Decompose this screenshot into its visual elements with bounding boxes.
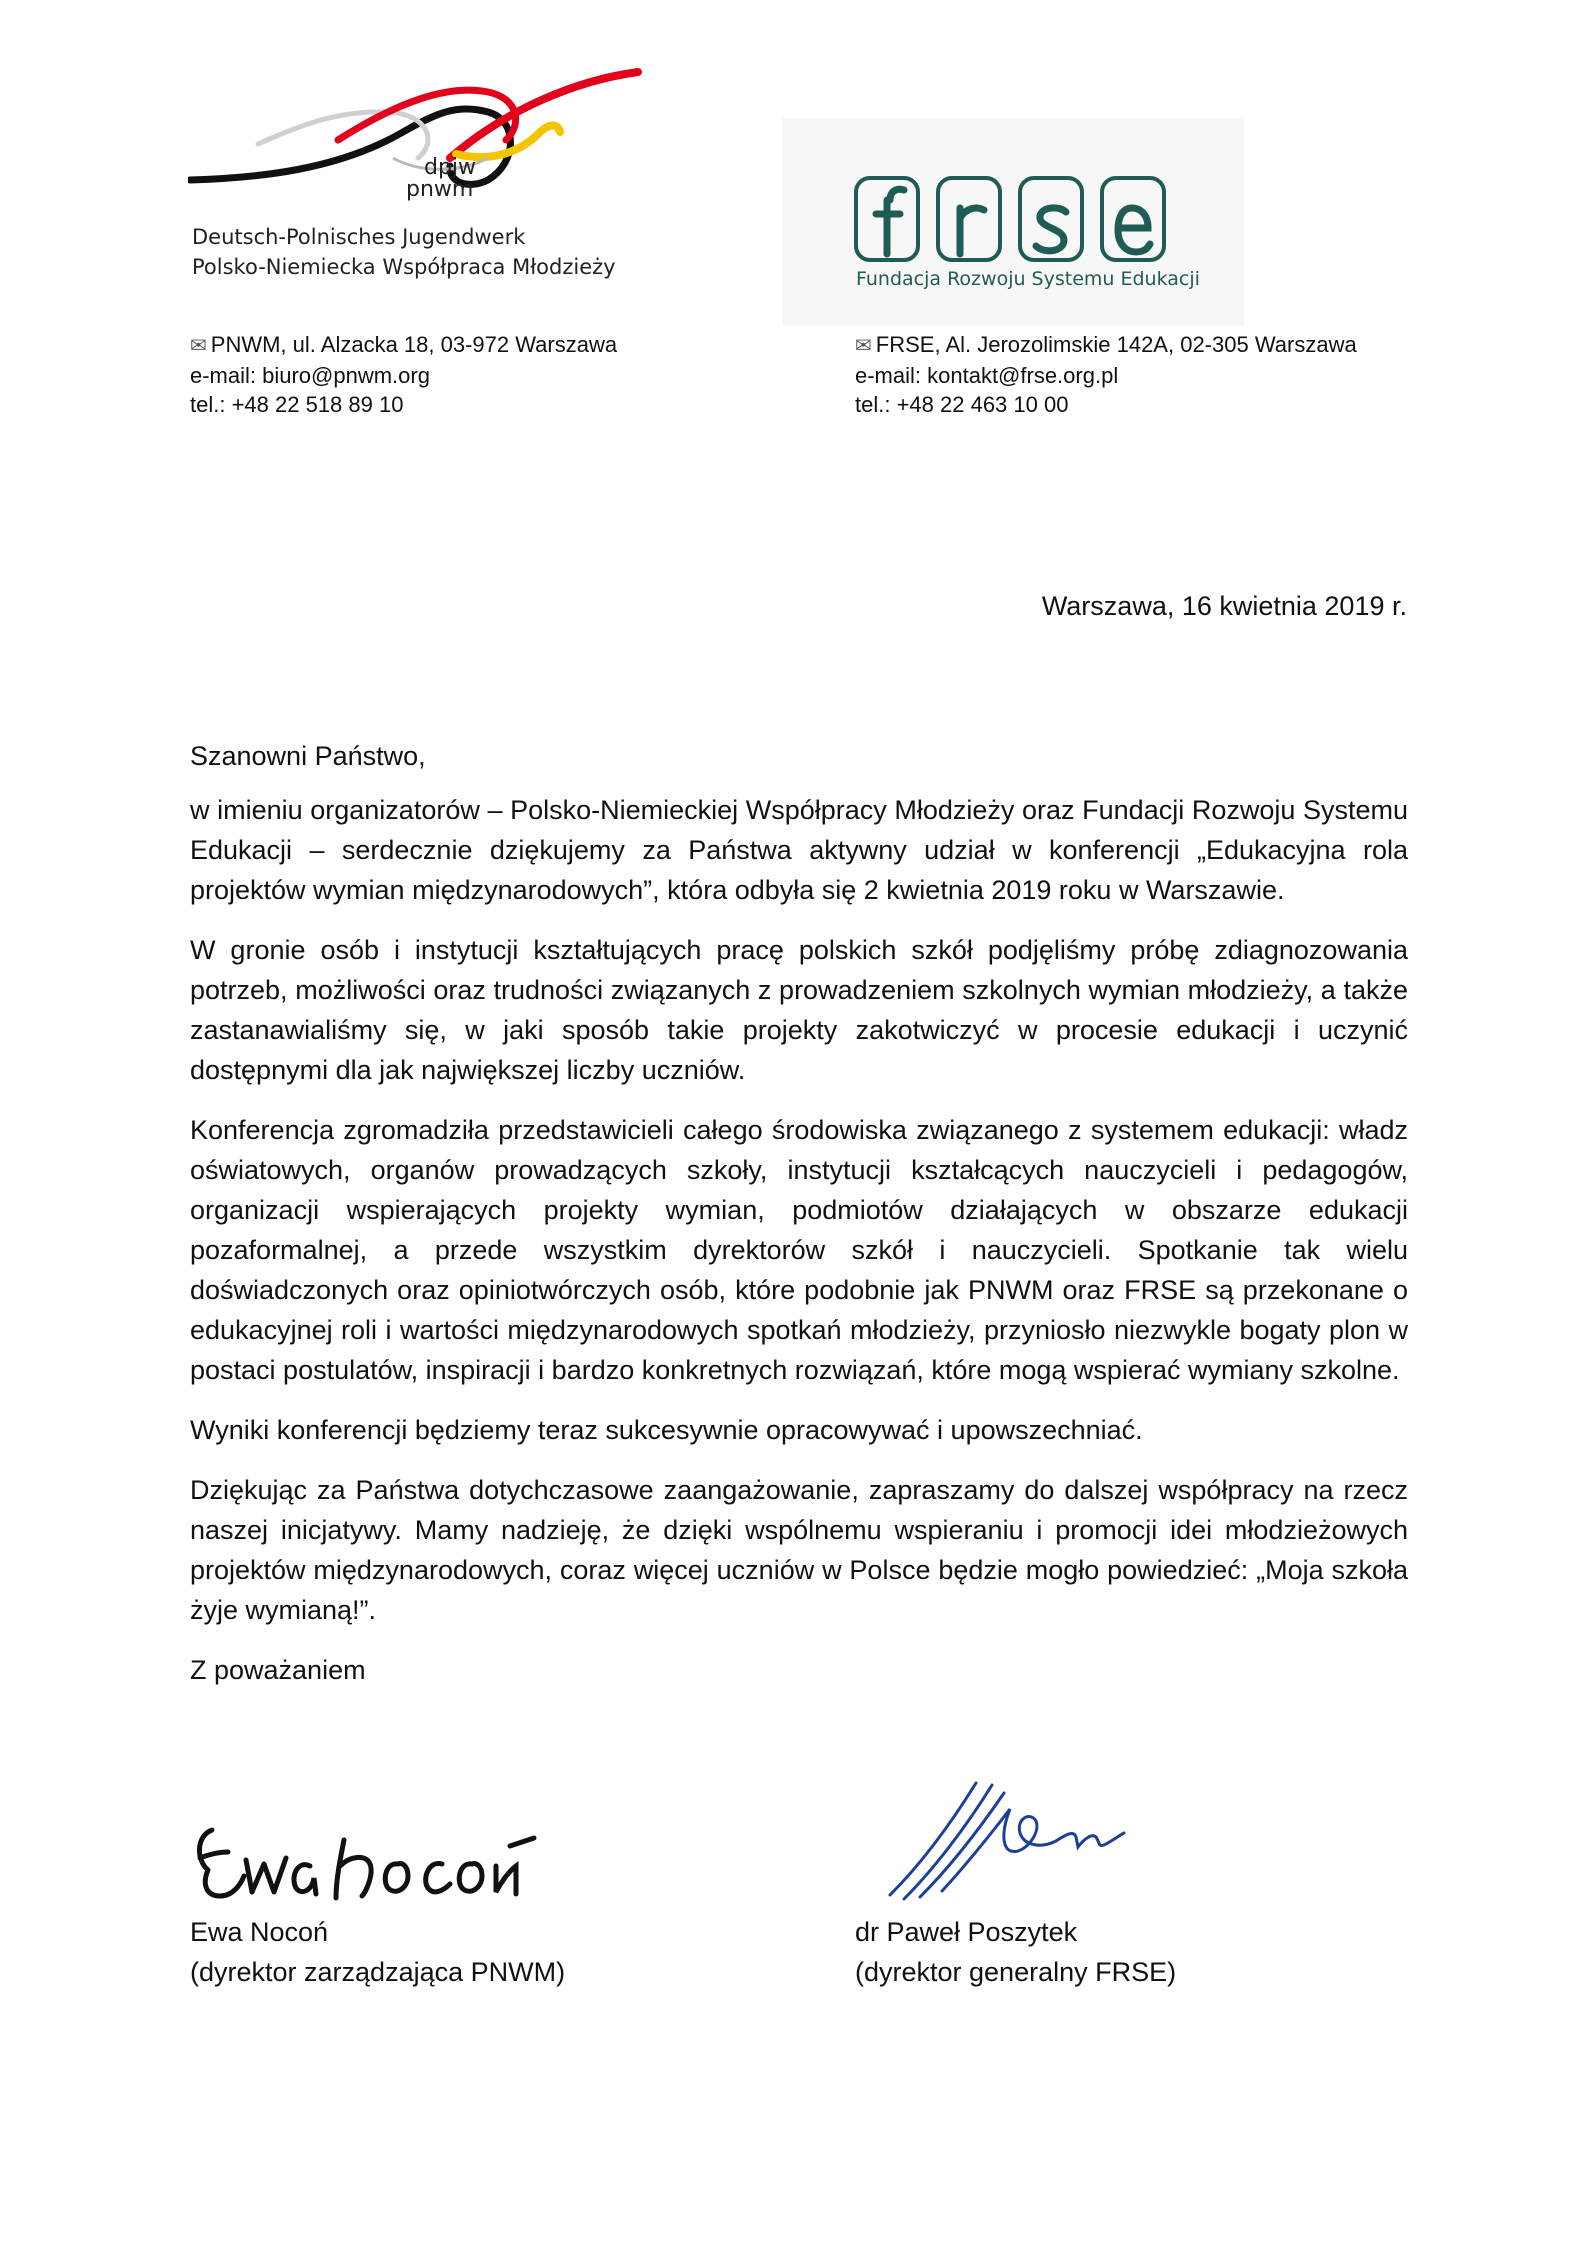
- letter-closing: Z poważaniem: [190, 1655, 366, 1685]
- contact-pnwm-address-line: [190, 330, 670, 361]
- letter-paragraph: W gronie osób i instytucji kształtujących pracę polskich szkół podjęliśmy próbę zdiagnozowania potrzeb, możliwości oraz trudności związanych z prowadzeniem szkolnych wymian młodzieży, a także zastanawialiśmy się, w jaki sposób takie projekty zakotwiczyć w procesie edukacji i uczynić dostępnymi dla jak największej liczby uczniów.: [190, 935, 1408, 1085]
- contact-frse-address-line: [855, 330, 1415, 361]
- letter-paragraph: Konferencja zgromadziła przedstawicieli całego środowiska związanego z systemem edukacji: władz oświatowych, organów prowadzących szkoły, instytucji kształcących nauczycieli i pedagogów, organizacji wspierających projekty wymian, podmiotów działających w obszarze edukacji pozaformalnej, a przede wszystkim dyrektorów szkół i nauczycieli. Spotkanie tak wielu doświadczonych oraz opiniotwórczych osób, które podobnie jak PNWM oraz FRSE są przekonane o edukacyjnej roli i wartości międzynarodowych spotkań młodzieży, przyniosło niezwykle bogaty plon w postaci postulatów, inspiracji i bardzo konkretnych rozwiązań, które mogą wspierać wymiany szkolne.: [190, 1115, 1408, 1385]
- letter-paragraph: w imieniu organizatorów – Polsko-Niemieckiej Współpracy Młodzieży oraz Fundacji Rozwoju Systemu Edukacji – serdecznie dziękujemy za Państwa aktywny udział w konferencji „Edukacyjna rola projektów wymian międzynarodowych”, która odbyła się 2 kwietnia 2019 roku w Warszawie.: [190, 795, 1408, 905]
- pnwm-monogram-bottom: pnwm: [406, 177, 474, 202]
- contact-pnwm-phone: tel.: +48 22 518 89 10: [190, 392, 404, 417]
- pnwm-monogram-top: dpjw: [424, 155, 477, 180]
- letter-paragraph: Dziękując za Państwa dotychczasowe zaangażowanie, zapraszamy do dalszej współpracy na rzecz naszej inicjatywy. Mamy nadzieję, że dzięki wspólnemu wspieraniu i promocji idei młodzieżowych projektów międzynarodowych, coraz więcej uczniów w Polsce będzie mogło powiedzieć: „Moja szkoła żyje wymianą!”.: [190, 1475, 1408, 1625]
- signer-right-role: (dyrektor generalny FRSE): [855, 1957, 1177, 1987]
- frse-letters-graphic: [854, 170, 1174, 266]
- signature-left-image: [190, 1800, 550, 1910]
- pnwm-name-pl: Polsko-Niemiecka Współpraca Młodzieży: [192, 255, 616, 279]
- signature-right-image: [880, 1775, 1200, 1905]
- frse-logo: [782, 118, 1244, 326]
- pnwm-name-de: Deutsch-Polnisches Jugendwerk: [192, 225, 526, 249]
- contact-frse-address: FRSE, Al. Jerozolimskie 142A, 02-305 Warszawa: [875, 332, 1357, 357]
- envelope-icon: ✉: [855, 335, 872, 357]
- signer-right: [855, 1912, 1176, 1992]
- contact-frse-phone: tel.: +48 22 463 10 00: [855, 392, 1069, 417]
- letter-body: [190, 790, 1408, 1710]
- signer-right-name: dr Paweł Poszytek: [855, 1917, 1078, 1947]
- signer-left-role: (dyrektor zarządzająca PNWM): [190, 1957, 566, 1987]
- contact-pnwm-address: PNWM, ul. Alzacka 18, 03-972 Warszawa: [210, 332, 618, 357]
- letter-salutation: Szanowni Państwo,: [190, 741, 426, 771]
- pnwm-swoosh-graphic: [188, 62, 648, 192]
- envelope-icon: ✉: [190, 335, 207, 357]
- signer-left: [190, 1912, 565, 1992]
- contact-frse-email: e-mail: kontakt@frse.org.pl: [855, 363, 1119, 388]
- contact-pnwm-email: e-mail: biuro@pnwm.org: [190, 363, 430, 388]
- pnwm-logo: [188, 62, 648, 288]
- contact-pnwm: [190, 330, 670, 419]
- frse-subtitle: Fundacja Rozwoju Systemu Edukacji: [856, 268, 1200, 290]
- letter-date: Warszawa, 16 kwietnia 2019 r.: [1041, 591, 1407, 621]
- signer-left-name: Ewa Nocoń: [190, 1917, 329, 1947]
- letter-paragraph: Wyniki konferencji będziemy teraz sukcesywnie opracowywać i upowszechniać.: [190, 1415, 1143, 1445]
- contact-frse: [855, 330, 1415, 419]
